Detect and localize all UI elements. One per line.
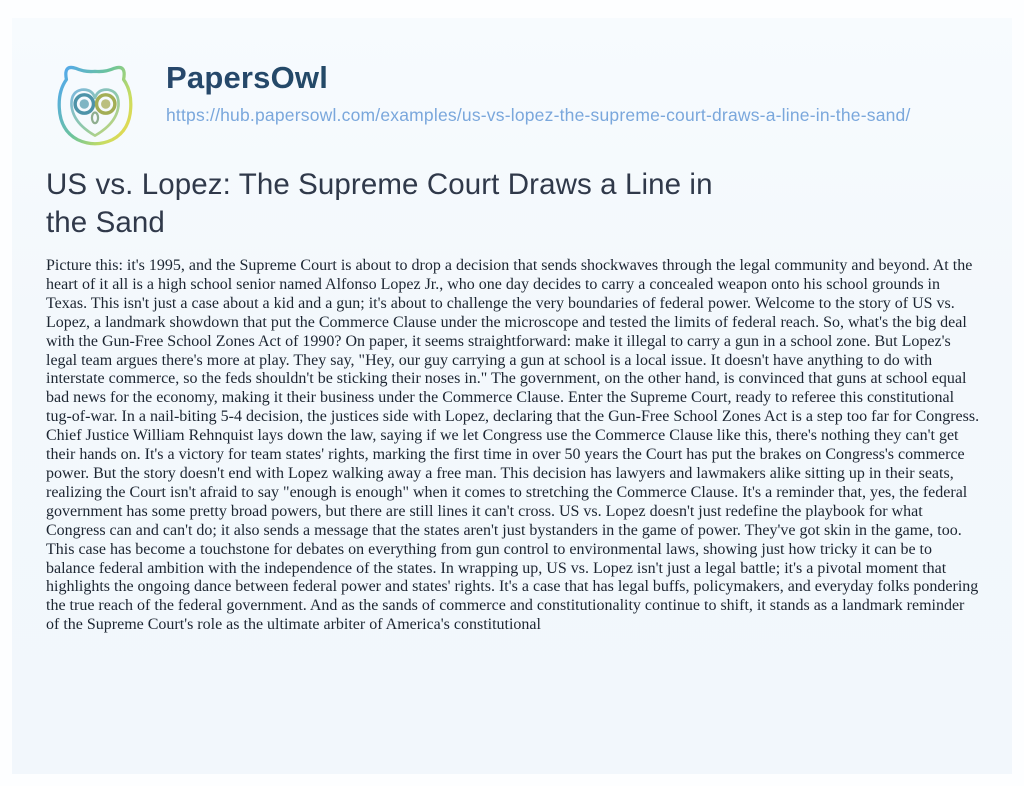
site-header xyxy=(44,53,911,155)
brand-wordmark: PapersOwl xyxy=(166,61,911,95)
owl-logo-icon xyxy=(44,53,146,155)
essay-body-text: Picture this: it's 1995, and the Supreme Court is about to drop a decision that sends shockwaves through the legal community and beyond. At the heart of it all is a high school senior named Alfonso Lopez Jr., who one day decides to carry a concealed weapon onto his school grounds in Texas. This isn't just a case about a kid and a gun; it's about to challenge the very boundaries of federal power. Welcome to the story of US vs. Lopez, a landmark showdown that put the Commerce Clause under the microscope and tested the limits of federal reach. So, what's the big deal with the Gun-Free School Zones Act of 1990? On paper, it seems straightforward: make it illegal to carry a gun in a school zone. But Lopez's legal team argues there's more at play. They say, "Hey, our guy carrying a gun at school is a local issue. It doesn't have anything to do with interstate commerce, so the feds shouldn't be sticking their noses in." The government, on the other hand, is convinced that guns at school equal bad news for the economy, making it their business under the Commerce Clause. Enter the Supreme Court, ready to referee this constitutional tug-of-war. In a nail-biting 5-4 decision, the justices side with Lopez, declaring that the Gun-Free School Zones Act is a step too far for Congress. Chief Justice William Rehnquist lays down the law, saying if we let Congress use the Commerce Clause like this, there's nothing they can't get their hands on. It's a victory for team states' rights, marking the first time in over 50 years the Court has put the brakes on Congress's commerce power. But the story doesn't end with Lopez walking away a free man. This decision has lawyers and lawmakers alike sitting up in their seats, realizing the Court isn't afraid to say "enough is enough" when it comes to stretching the Commerce Clause. It's a reminder that, yes, the federal government has some pretty broad powers, but there are still lines it can't cross. US vs. Lopez doesn't just redefine the playbook for what Congress can and can't do; it also sends a message that the states aren't just bystanders in the game of power. They've got skin in the game, too. This case has become a touchstone for debates on everything from gun control to environmental laws, showing just how tricky it can be to balance federal ambition with the independence of the states. In wrapping up, US vs. Lopez isn't just a legal battle; it's a pivotal moment that highlights the ongoing dance between federal power and states' rights. It's a case that has legal buffs, policymakers, and everyday folks pondering the true reach of the federal government. And as the sands of commerce and constitutionality continue to shift, it stands as a landmark reminder of the Supreme Court's role as the ultimate arbiter of America's constitutional xyxy=(46,257,980,634)
page-title: US vs. Lopez: The Supreme Court Draws a Line in the Sand xyxy=(46,168,713,239)
page-url-link[interactable]: https://hub.papersowl.com/examples/us-vs-lopez-the-supreme-court-draws-a-line-in-the-sand/ xyxy=(166,105,911,125)
header-text-block xyxy=(166,53,911,126)
